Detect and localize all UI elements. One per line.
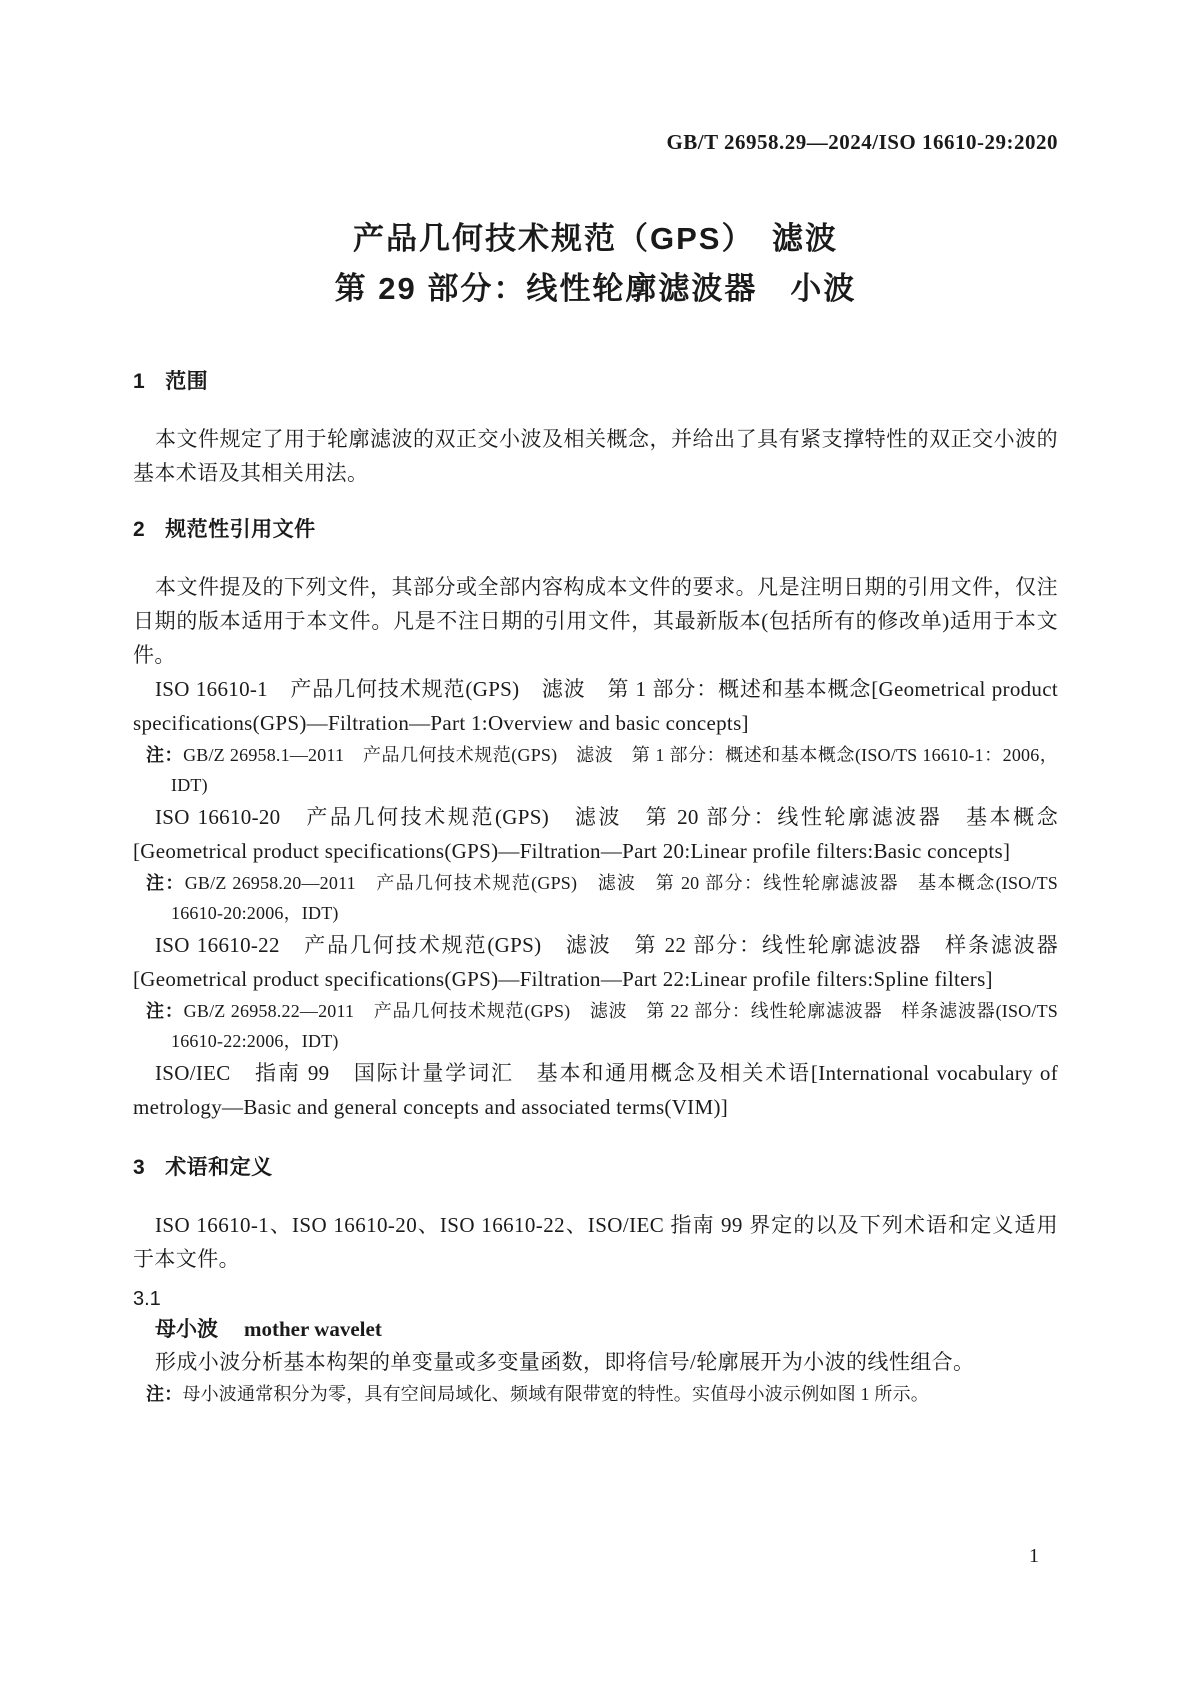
reference-entry-iso-iec-guide-99: ISO/IEC 指南 99 国际计量学词汇 基本和通用概念及相关术语[International vocabulary of metrology—Basic and general concepts and associated terms(VIM)] [133, 1061, 1058, 1119]
note-text: GB/Z 26958.20—2011 产品几何技术规范(GPS) 滤波 第 20 部分：线性轮廓滤波器 基本概念(ISO/TS 16610-20:2006，IDT) [171, 873, 1058, 923]
reference-entry-iso-16610-20: ISO 16610-20 产品几何技术规范(GPS) 滤波 第 20 部分：线性轮廓滤波器 基本概念[Geometrical product specifications(GPS)—Filtration—Part 20:Linear profile filters:Basic concepts] [133, 805, 1058, 863]
note-label: 注： [146, 745, 184, 765]
term-title [133, 1314, 1058, 1345]
term-note [133, 1379, 1058, 1409]
reference-note-2 [133, 868, 1058, 928]
doc-title [133, 214, 1058, 314]
note-label: 注： [146, 873, 185, 893]
reference-entry-iso-16610-22: ISO 16610-22 产品几何技术规范(GPS) 滤波 第 22 部分：线性轮廓滤波器 样条滤波器[Geometrical product specifications(GPS)—Filtration—Part 22:Linear profile filters:Spline filters] [133, 933, 1058, 991]
term-definition: 形成小波分析基本构架的单变量或多变量函数，即将信号/轮廓展开为小波的线性组合。 [155, 1350, 975, 1374]
reference-note-1 [133, 740, 1058, 800]
section-2-title: 规范性引用文件 [165, 518, 316, 541]
doc-title-line2: 第 29 部分：线性轮廓滤波器 小波 [334, 271, 857, 306]
normative-references-intro: 本文件提及的下列文件，其部分或全部内容构成本文件的要求。凡是注明日期的引用文件，仅注日期的版本适用于本文件。凡是不注日期的引用文件，其最新版本(包括所有的修改单)适用于本文件。 [133, 575, 1058, 667]
page-number: 1 [1029, 1545, 1039, 1567]
note-label: 注： [146, 1001, 184, 1021]
section-1-heading [133, 368, 1058, 396]
reference-entry-iso-16610-1: ISO 16610-1 产品几何技术规范(GPS) 滤波 第 1 部分：概述和基本概念[Geometrical product specifications(GPS)—Filtration—Part 1:Overview and basic concepts] [133, 677, 1058, 735]
note-text: GB/Z 26958.1—2011 产品几何技术规范(GPS) 滤波 第 1 部分：概述和基本概念(ISO/TS 16610-1：2006，IDT) [171, 745, 1058, 795]
section-3-heading [133, 1154, 1058, 1182]
section-3-number: 3 [133, 1156, 146, 1179]
section-2-heading [133, 516, 1058, 544]
section-1-number: 1 [133, 370, 146, 393]
term-number: 3.1 [133, 1288, 161, 1310]
term-name-en: mother wavelet [244, 1317, 382, 1341]
reference-note-3 [133, 996, 1058, 1056]
terms-intro: ISO 16610-1、ISO 16610-20、ISO 16610-22、ISO/IEC 指南 99 界定的以及下列术语和定义适用于本文件。 [133, 1213, 1058, 1271]
scope-paragraph: 本文件规定了用于轮廓滤波的双正交小波及相关概念，并给出了具有紧支撑特性的双正交小波的基本术语及其相关用法。 [133, 427, 1058, 485]
note-text: GB/Z 26958.22—2011 产品几何技术规范(GPS) 滤波 第 22 部分：线性轮廓滤波器 样条滤波器(ISO/TS 16610-22:2006，IDT) [171, 1001, 1058, 1051]
term-3-1 [133, 1284, 1058, 1409]
section-3-title: 术语和定义 [165, 1156, 273, 1179]
term-name-zh: 母小波 [155, 1318, 218, 1341]
section-2-number: 2 [133, 518, 146, 541]
doc-number: GB/T 26958.29—2024/ISO 16610-29:2020 [666, 130, 1058, 154]
section-1-title: 范围 [165, 370, 209, 393]
note-label: 注： [146, 1384, 183, 1404]
note-text: 母小波通常积分为零，具有空间局域化、频域有限带宽的特性。实值母小波示例如图 1 所示。 [182, 1384, 930, 1404]
doc-title-line1: 产品几何技术规范（GPS） 滤波 [353, 221, 838, 256]
